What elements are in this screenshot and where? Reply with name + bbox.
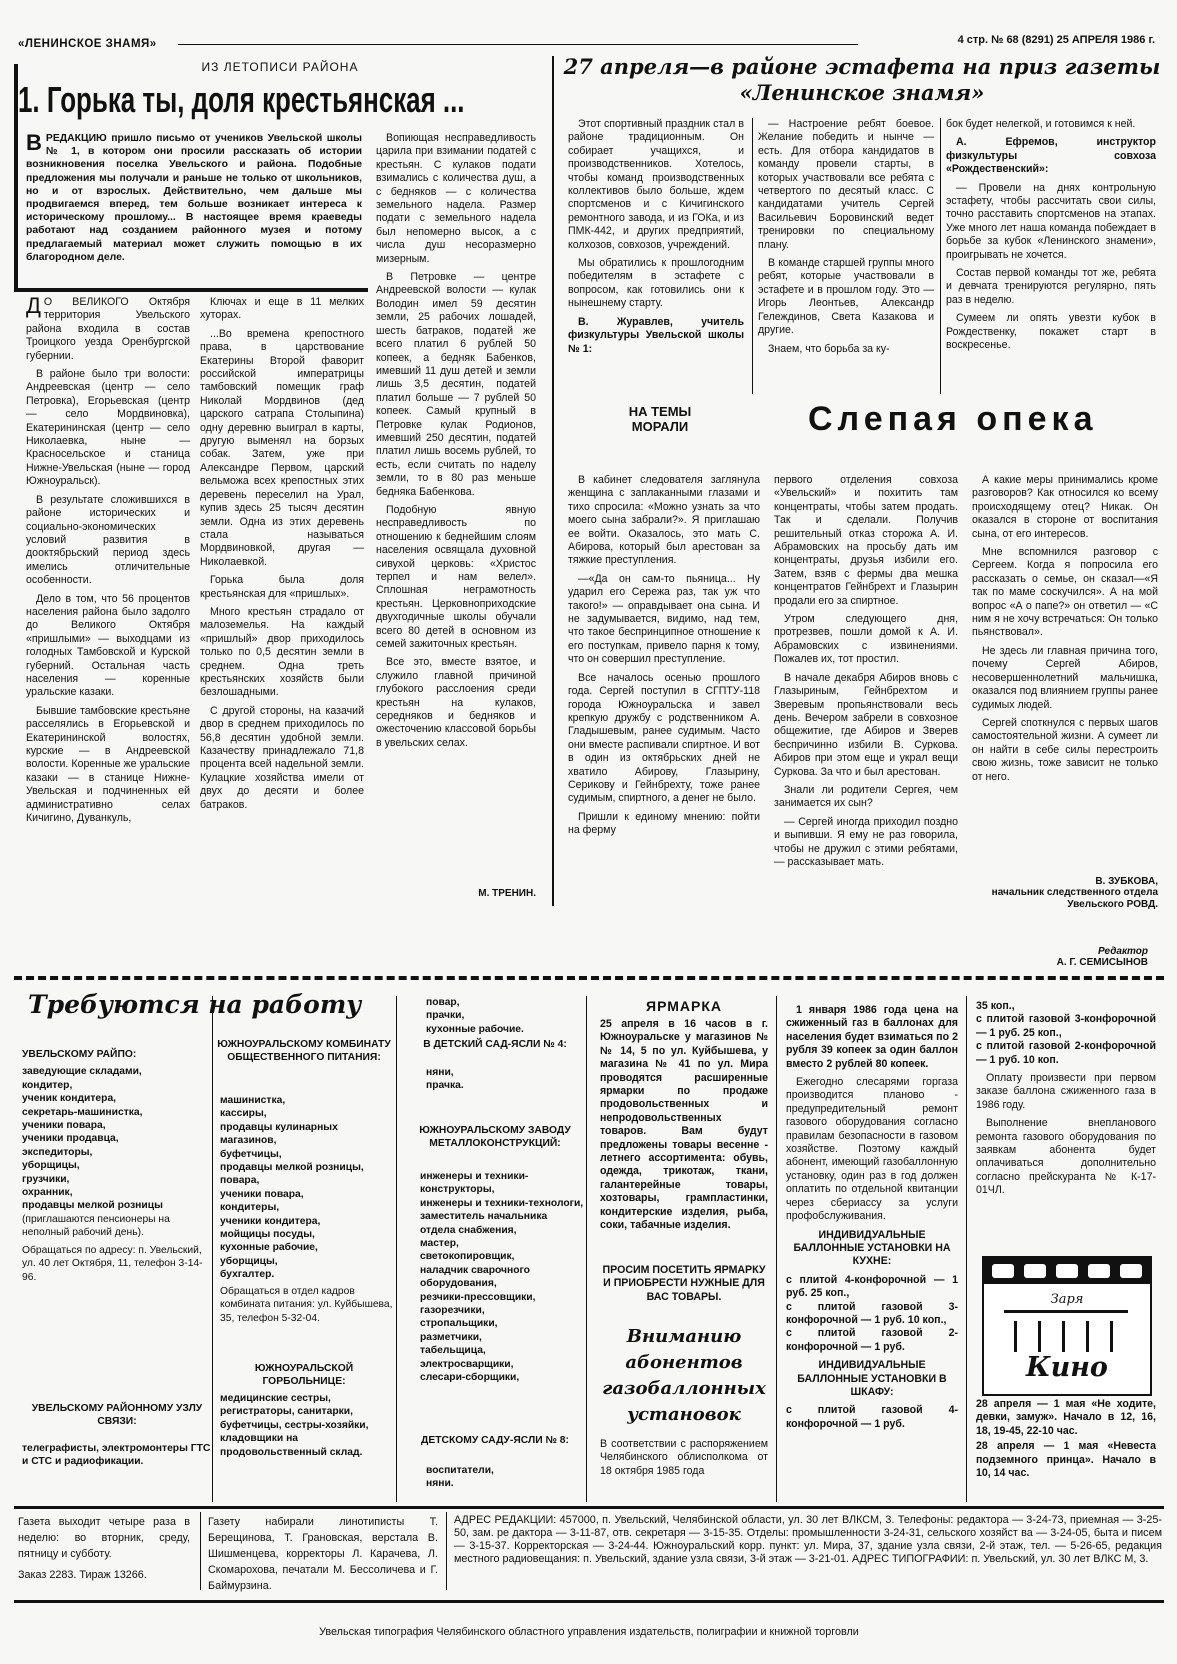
gas-col2: 1 января 1986 года цена на сжиженный газ в баллонах для населения будет взиматься по 2 рубля 39 копеек за один баллон вместо 2 рублей 80 копеек. Ежегодно слесарями горгаза производится планово - предупредительный ремонт газового оборудования согласно правилам безопасности в газовом хозяйстве. Поэтому каждый абонент, имеющий газобаллонную установку, один раз в год должен оплатить по отдельной квитанции через сбериассу за услуги профобслуживания. ИНДИВИДУАЛЬНЫЕ БАЛЛОННЫЕ УСТАНОВКИ НА КУХНЕ: с плитой 4-конфорочной — 1 руб. 25 коп., с плитой газовой 3-конфорочной — 1 руб. 10 коп., с плитой газовой 2-конфорочной — 1 руб. ИНДИВИДУАЛЬНЫЕ БАЛЛОННЫЕ УСТАНОВКИ В ШКАФУ: с плитой газовой 4-конфорочной — 1 руб. bbox=[786, 1004, 958, 1430]
intro-bottom-bar bbox=[14, 288, 368, 292]
history-rubric: ИЗ ЛЕТОПИСИ РАЙОНА bbox=[201, 60, 359, 74]
jobs-rule-1 bbox=[212, 996, 213, 1502]
section-separator bbox=[14, 976, 1164, 980]
kombinat-block: машинистка, кассиры, продавцы кулинарных магазинов, буфетчицы, продавцы мелкой розницы, повара, ученики повара, кондитеры, ученики кондитера, мойщицы посуды, кухонные рабочие, уборщицы, бухгалтер. Обращаться в отдел кадров комбината питания: ул. Куйбышева, 35, телефон 5-32-04. bbox=[220, 1095, 393, 1324]
opeka-rubric: НА ТЕМЫ МОРАЛИ bbox=[628, 404, 692, 434]
relay-title-1: 27 апреля—в районе эстафета на приз газеты bbox=[563, 54, 1161, 79]
gas-title: Вниманию абонентов газобаллонных установок bbox=[602, 1326, 766, 1425]
relay-col3: бок будет нелегкой, и готовимся к ней. А. Ефремов, инструктор физкультуры совхоза «Рождественский»: — Провели на днях контрольную эстафету, чтобы рассчитать свои силы, точно расставить спортсменов на этапах. Уже много лет наша команда побеждает в борьбе за кубок «Ленинского знамени», проигрывать не хочется. Состав первой команды тот же, ребята и девчата тренируются регулярно, пять раз в неделю. Сумеем ли опять увезти кубок в Рождественку, покажет старт в воскресенье. bbox=[946, 118, 1156, 352]
intro-left-bar bbox=[14, 64, 18, 292]
footer-rule-1 bbox=[200, 1512, 201, 1590]
col3-top: повар, прачки, кухонные рабочие. bbox=[426, 997, 524, 1035]
header-rule bbox=[178, 44, 858, 45]
opeka-col1: В кабинет следователя заглянула женщина с заплаканными глазами и тихо спросила: «Можно узнать за что моего сына забрали?». Я приглашаю ее войти. Оказалось, это мать С. Абирова, который был арестован за тяжкие преступления. —«Да он сам-то пьяница... Ну ударил его Сережа раз, так уж что такого!» — оправдывает она сына. И не задумывается, видимо, над тем, что такое беспринципное отношение к его поступкам, привело парня к тому, что он совершил преступление. Все началось осенью прошлого года. Сергей поступил в СГПТУ-118 города Южноуральска и завел крепкую дружбу с родственником А. Гладышевым, ранее судимым. Часто они вместе распивали спиртное. И вот в один из октябрьских дней не хватило Абирову, Глазырину, Серикову и Гейнбрехту, тоже ранее судимым, спиртного, а денег не было. Пришли к единому мнению: пойти на ферму bbox=[568, 474, 760, 837]
history-col3: Вопиющая несправедливость царила при взимании податей с крестьян. С кулаков подати взимались с количества душ, а с бедняков — с количества земельного надела. Размер подати с земельного надела был непомерно высок, а с числа душ несоразмерно мизерным. В Петровке — центре Андреевской волости — кулак Володин имел 59 десятин земли, 25 рабочих лошадей, шесть батраков, податей же всего платил 6 рублей 50 копеек, а бедняк Бабенков, имевший 11 душ детей и земли лишь 3,5 десятин, податей платил больше — 7 рублей 50 копеек. Самый крупный в Петровке кулак Родионов, имевший 250 десятин, податей платил лишь восемь рублей, то есть, если считать по наделу земли, то в 80 раз меньше бедняка Бабенкова. Подобную явную несправедливость по отношению к беднейшим слоям населения освящала духовной сивухой церковь: «Христос терпел и нам велел». Сплошная неграмотность крестьян. Церковноприходские двухгодичные школы обучали всего 80 детей в основном из семей зажиточных крестьян. Все это, вместе взятое, и служило главной причиной глубокого расслоения среди крестьян на кулаков, середняков и бедняков и ожесточению классовой борьбы в увельских селах. bbox=[376, 132, 536, 749]
svyaz-title: УВЕЛЬСКОМУ РАЙОННОМУ УЗЛУ СВЯЗИ: bbox=[31, 1403, 203, 1428]
opeka-signature: В. ЗУБКОВА, начальник следственного отдела Увельского РОВД. bbox=[991, 876, 1158, 910]
film-strip-top bbox=[984, 1258, 1150, 1284]
drop-cap: В bbox=[26, 130, 42, 155]
history-title: 1. Горька ты, доля крестьянская ... bbox=[18, 79, 465, 120]
jobs-rule-2 bbox=[396, 996, 397, 1502]
center-column-rule bbox=[552, 56, 554, 906]
sad8-title: ДЕТСКОМУ САДУ-ЯСЛИ № 8: bbox=[421, 1435, 569, 1446]
footer-rule-2 bbox=[446, 1512, 447, 1590]
history-col1: Д О ВЕЛИКОГО Октября территория Увельского района входила в состав Троицкого уезда Оренбургской губернии. В районе было три волости: Андреевская (центр — село Петровка), Егорьевская (центр — село Мордвиновка), Екатерининская (центр — село Николаевка, ныне — Красносельское и станица Нижне-Увельская (ныне — город Южноуральск). В результате сложившихся в районе исторических и социально-экономических условий развития в дооктябрьский период здесь имелись отличительные особенности. Дело в том, что 56 процентов населения района было задолго до Великого Октября «пришлыми» — выходцами из голодных Тамбовской и Курской губерний. Остальная часть населения — коренные уральские казаки. Бывшие тамбовские крестьяне расселялись в Егорьевской и Екатерининской волостях, курские — в Андреевской волости. Коренные же уральские казаки — в станице Нижне-Увельская и подчиненных ей административно селах Кичигино, Дуванкуль, bbox=[26, 293, 190, 825]
printer-line: Увельская типография Челябинского областного управления издательств, полиграфии и книжной торговли bbox=[319, 1626, 859, 1638]
zavod-title: ЮЖНОУРАЛЬСКОМУ ЗАВОДУ МЕТАЛЛОКОНСТРУКЦИЙ: bbox=[419, 1125, 571, 1150]
footer-staff: Газету набирали линотиписты Т. Берещинова, Т. Грановская, верстала В. Шишменцева, корректоры Л. Карачева, Л. Скомарохова, печатали М. Бессоличева и Г. Баймурзина. bbox=[208, 1516, 438, 1592]
jobs-rule-4 bbox=[776, 996, 777, 1502]
sad4-title: В ДЕТСКИЙ САД-ЯСЛИ № 4: bbox=[423, 1039, 567, 1050]
opeka-col2: первого отделения совхоза «Увельский» и похитить там концентраты, чтобы затем продать. Так и сделали. Получив решительный отказ сторожа А. И. Абрамовских на просьбу дать им концентраты, друзья избили его. Затем, взяв с фермы два мешка концентратов Гейнбрехт и Глазырин продали его за спиртное. Утром следующего дня, протрезвев, пошли домой к А. И. Абрамовских с извинениями. Пожалев их, тот простил. В начале декабря Абиров вновь с Глазыриным, Гейнбрехтом и Зверевым пропьянствовали весь день. Вечером забрели в совхозное общежитие, где Абиров и Зверев беспричинно избили В. Суркова. Абиров при этом еще и украл вещи Суркова. За что и был арестован. Знали ли родители Сергея, чем занимается их сын? — Сергей иногда приходил поздно и выпивши. Я ему не раз говорила, чтобы не дружил с этими ребятами, — рассказывает мать. bbox=[774, 474, 958, 868]
hospital-items: медицинские сестры, регистраторы, санитарки, буфетчицы, сестры-хозяйки, кладовщики на продовольственный склад. bbox=[220, 1393, 369, 1458]
footer-top-rule bbox=[14, 1506, 1164, 1509]
paper-name: «ЛЕНИНСКОЕ ЗНАМЯ» bbox=[18, 38, 157, 50]
history-signature: М. ТРЕНИН. bbox=[478, 888, 536, 899]
relay-rule-2 bbox=[940, 118, 941, 394]
relay-title-2: «Ленинское знамя» bbox=[739, 80, 985, 105]
kino-text: 28 апреля — 1 мая «Не ходите, девки, замуж». Начало в 12, 16, 18, 19-45, 22-10 час. 28 апреля — 1 мая «Невеста подземного принца». Начало в 10, 14 час. bbox=[976, 1398, 1156, 1480]
sad4-items: няни, прачка. bbox=[426, 1067, 464, 1092]
zavod-items: инженеры и техники-конструкторы, инженеры и техники-технологи, заместитель начальника отдела снабжения, мастер, светокопировщик, наладчик сварочного оборудования, резчики-прессовщики, газорезчики, стропальщики, разметчики, табельщица, электросварщики, слесари-сборщики, bbox=[420, 1171, 584, 1384]
hospital-title: ЮЖНОУРАЛЬСКОЙ ГОРБОЛЬНИЦЕ: bbox=[254, 1363, 354, 1388]
sad8-items: воспитатели, няни. bbox=[426, 1465, 494, 1490]
kombinat-title: ЮЖНОУРАЛЬСКОМУ КОМБИНАТУ ОБЩЕСТВЕННОГО ПИТАНИЯ: bbox=[217, 1039, 391, 1064]
fair-invite: ПРОСИМ ПОСЕТИТЬ ЯРМАРКУ И ПРИОБРЕСТИ НУЖНЫЕ ДЛЯ ВАС ТОВАРЫ. bbox=[602, 1264, 766, 1303]
relay-col1: Этот спортивный праздник стал в районе традиционным. Он собирает учащихся, и производственников. Хотелось, чтобы команд производственных коллективов было больше, ждем спортсменов и с Кичигинского ремонтного завода, и из ГОКа, и из ПМК-442, и других предприятий, колхозов, совхозов, учреждений. Мы обратились к прошлогодним победителям в эстафете с вопросом, как готовились они к нынешнему старту. В. Журавлев, учитель физкультуры Увельской школы № 1: bbox=[568, 118, 744, 355]
drop-cap-d: Д bbox=[26, 293, 41, 318]
relay-col2: — Настроение ребят боевое. Желание победить и нынче — есть. Для отбора кандидатов в команду провели старты, в которых участвовали все ребята с четвертого по десятый класс. С кандидатами учитель Сергей Васильевич Боровинский ведет тренировки по специальному плану. В команде старшей группы много ребят, которые участвовали в эстафете и в прошлом году. Это — Игорь Леонтьев, Александр Гележдинов, Света Казакова и другие. Знаем, что борьба за ку- bbox=[758, 118, 934, 355]
cinema-building bbox=[1004, 1310, 1128, 1357]
jobs-rule-3 bbox=[586, 996, 587, 1502]
fair-title: ЯРМАРКА bbox=[646, 998, 722, 1014]
kino-title: Кино bbox=[1014, 1352, 1120, 1383]
history-intro: ВРЕДАКЦИЮ пришло письмо от учеников Увельской школы № 1, в котором они просили рассказать об истории возникновения поселка Увельского и района. Подобные предложения мы получали и раньше не только от школьников, но и от взрослых. Действительно, чем дальше мы продвигаемся вперед, тем больше возникает интереса к историческому прошлому... В настоящее время краеведы работают над созданием районного музея и потому предлагаемый материал может служить помощью в их благородном деле. bbox=[26, 130, 362, 263]
kino-marquee: Заря bbox=[1050, 1292, 1084, 1307]
opeka-col3: А какие меры принимались кроме разговоров? Как относился ко всему происходящему отец? Никак. Он оказался в стороне от воспитания сына, от его интересов. Мне вспомнился разговор с Сергеем. Когда я попросила его рассказать о семье, он сказал—«Я так по маме соскучился». А на мой вопрос «А о папе?» он ответил — «С ним я не хочу встречаться: Он только пьянствовал». Не здесь ли главная причина того, почему Сергей Абиров, несовершеннолетний мальчишка, оказался под влиянием группы ранее судимых людей. Сергей споткнулся с первых шагов самостоятельной жизни. А сумеет ли он найти в себе силы перестроить свою жизнь, тоже зависит не только от него. bbox=[972, 474, 1158, 783]
gas-intro: В соответствии с распоряжением Челябинского облисполкома от 18 октября 1985 года bbox=[600, 1438, 768, 1477]
footer-bottom-rule bbox=[14, 1600, 1164, 1603]
history-col2: Ключах и еще в 11 мелких хуторах. ...Во времена крепостного права, в царствование Екатерины Второй фаворит российской императрицы тамбовский помещик граф Николай Мордвинов (дед царского сатрапа Столыпина) одну деревню выиграл в карты, другую выменял на борзых собак. Затем, уже при Александре Первом, царский вельможа всех крепостных этих деревень переселил на Урал, купив здесь 25 тысяч десятин земли. Одна из этих деревень стала называться Мордвиновкой, другая — Николаевкой. Горька была доля крестьянская для «пришлых». Много крестьян страдало от малоземелья. На каждый «пришлый» двор приходилось только по 0,5 десятин земли в среднем. Одна треть крестьянских хозяйств были безлошадными. С другой стороны, на казачий двор в среднем приходилось по 56,8 десятин удобной земли. Казачеству принадлежало 71,8 процента всей надельной земли. Кулацкие хозяйства имели от двух до десяти и более батраков. bbox=[200, 296, 364, 811]
footer-address: АДРЕС РЕДАКЦИИ: 457000, п. Увельский, Челябинской области, ул. 30 лет ВЛКСМ, 3. Телефоны: редактора — 3-24-73, приемная — 3-25-50, зам. ре дактора — 3-11-87, отв. секретаря — 3-15-35. Отделы: промышленности 3-24-31, сельского хозяйст ва — 3-24-05, быта и писем — 3-15-37. Корректорская — 3-24-44. Южноуральский корр. пункт: ул. Мира, 37, здание узла связи, 2-й этаж, тел. — 5-26-65, редакция местного радиовещания: п. Увельский, здание узла связи, 3-й этаж — 3-21-01. АДРЕС ТИПОГРАФИИ: п. Увельский, ул. 30 лет ВЛКС М, 3. bbox=[454, 1514, 1162, 1565]
kino-logo bbox=[982, 1256, 1152, 1396]
opeka-title: Слепая опека bbox=[808, 400, 1098, 438]
gas-col3: 35 коп., с плитой газовой 3-конфорочной — 1 руб. 25 коп., с плитой газовой 2-конфорочной — 1 руб. 10 коп. Оплату произвести при первом заказе баллона сжиженного газа в 1986 году. Выполнение внепланового ремонта газового оборудования по заявкам абонента будет оплачиваться дополнительно согласно прейскуранта № К-17-01ЧЛ. bbox=[976, 1000, 1156, 1197]
svyaz-items: телеграфисты, электромонтеры ГТС и СТС и радиофикации. bbox=[22, 1443, 211, 1468]
jobs-rule-5 bbox=[966, 996, 967, 1502]
footer-schedule: Газета выходит четыре раза в неделю: во вторник, среду, пятницу и субботу. Заказ 2283. Тираж 13266. bbox=[18, 1516, 190, 1581]
editor-block: Редактор А. Г. СЕМИСЫНОВ bbox=[1056, 946, 1148, 968]
raipo-block: УВЕЛЬСКОМУ РАЙПО: заведующие складами, кондитер, ученик кондитера, секретарь-машинистка, ученики повара, ученики продавца, экспедиторы, уборщицы, грузчики, охранник, продавцы мелкой розницы (приглашаются пенсионеры на неполный рабочий день). Обращаться по адресу: п. Увельский, ул. 40 лет Октября, 11, телефон 3-14-96. bbox=[22, 1049, 203, 1283]
fair-text: 25 апреля в 16 часов в г. Южноуральске у магазинов №№ 14, 5 по ул. Куйбышева, у магазина № 41 по ул. Мира проводятся расширенные ярмарки по продаже продовольственных и непродовольственных товаров. Вам будут предложены товары весенне - летнего ассортимента: обувь, одежда, трикотаж, ткани, галантерейные товары, хозтовары, грампластинки, кондитерские изделия, рыба, соки, табачные изделия. bbox=[600, 1018, 768, 1232]
relay-rule-1 bbox=[752, 118, 753, 394]
jobs-title: Требуются на работу bbox=[28, 990, 362, 1019]
issue-meta: 4 стр. № 68 (8291) 25 АПРЕЛЯ 1986 г. bbox=[957, 34, 1155, 46]
